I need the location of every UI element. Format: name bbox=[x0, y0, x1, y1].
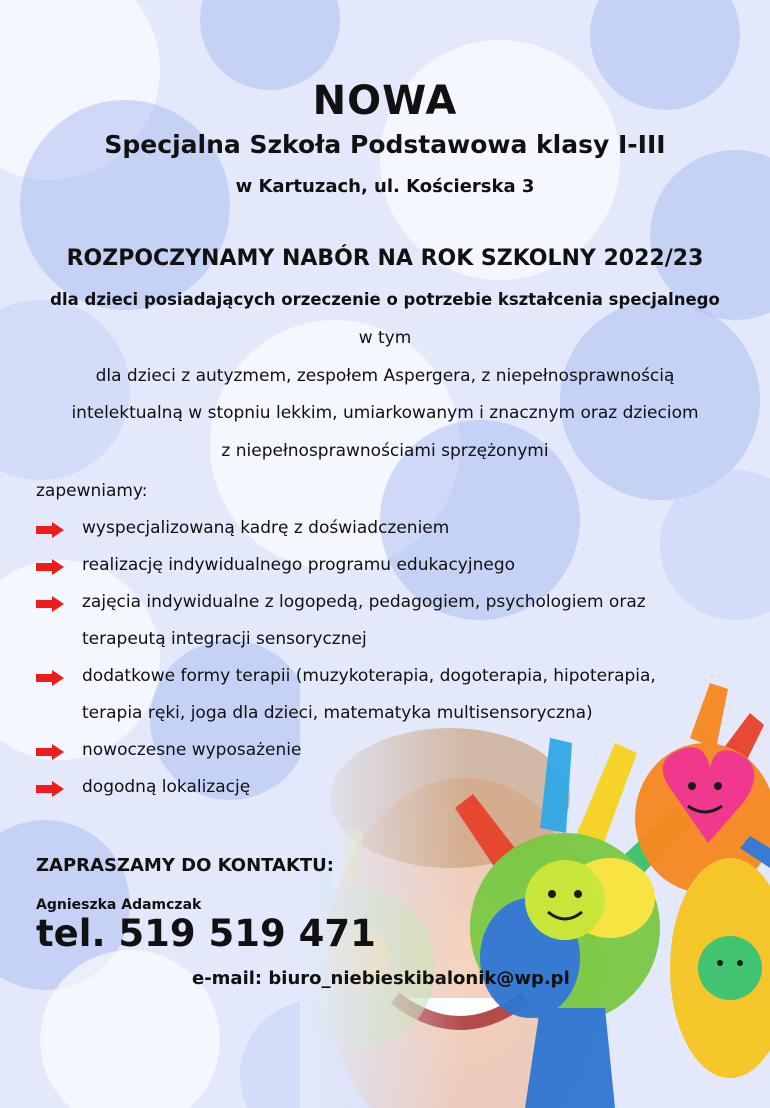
list-item bbox=[0, 510, 770, 547]
right-arrow-icon bbox=[36, 559, 64, 575]
bg-bubble bbox=[380, 40, 620, 280]
list-item-text: nowoczesne wyposażenie bbox=[82, 740, 302, 760]
contact-person: Agnieszka Adamczak bbox=[36, 897, 202, 913]
list-item bbox=[0, 732, 770, 769]
bg-bubble bbox=[200, 0, 340, 90]
including-text: w tym bbox=[358, 328, 412, 348]
list-item bbox=[0, 547, 770, 584]
list-item-text: zajęcia indywidualne z logopedą, pedagogiem, psychologiem oraz bbox=[82, 592, 646, 612]
list-item-text: terapia ręki, joga dla dzieci, matematyka multisensoryczna) bbox=[82, 703, 593, 723]
right-arrow-icon bbox=[36, 781, 64, 797]
list-item-text: realizację indywidualnego programu edukacyjnego bbox=[82, 555, 516, 575]
enrollment-heading: ROZPOCZYNAMY NABÓR NA ROK SZKOLNY 2022/23 bbox=[66, 246, 704, 271]
right-arrow-icon bbox=[36, 744, 64, 760]
right-arrow-icon bbox=[36, 522, 64, 538]
list-item bbox=[0, 584, 770, 658]
offer-intro: zapewniamy: bbox=[36, 481, 148, 501]
list-item-text: terapeutą integracji sensorycznej bbox=[82, 629, 367, 649]
list-item bbox=[0, 769, 770, 806]
contact-phone[interactable]: tel. 519 519 471 bbox=[36, 912, 376, 955]
right-arrow-icon bbox=[36, 670, 64, 686]
list-item-text: wyspecjalizowaną kadrę z doświadczeniem bbox=[82, 518, 450, 538]
school-address: w Kartuzach, ul. Kościerska 3 bbox=[235, 176, 535, 197]
list-item-text: dodatkowe formy terapii (muzykoterapia, dogoterapia, hipoterapia, bbox=[82, 666, 656, 686]
details-line: z niepełnosprawnościami sprzężonymi bbox=[221, 441, 549, 461]
contact-heading: ZAPRASZAMY DO KONTAKTU: bbox=[36, 855, 334, 876]
contact-email[interactable]: e-mail: biuro_niebieskibalonik@wp.pl bbox=[192, 968, 570, 989]
details-line: dla dzieci z autyzmem, zespołem Aspergera, z niepełnosprawnością bbox=[95, 366, 675, 386]
list-item-text: dogodną lokalizację bbox=[82, 777, 251, 797]
school-name: Specjalna Szkoła Podstawowa klasy I-III bbox=[104, 130, 666, 159]
audience-text: dla dzieci posiadających orzeczenie o potrzebie kształcenia specjalnego bbox=[50, 290, 720, 309]
benefits-list bbox=[0, 510, 770, 806]
page-title: NOWA bbox=[312, 78, 458, 124]
right-arrow-icon bbox=[36, 596, 64, 612]
list-item bbox=[0, 658, 770, 732]
details-line: intelektualną w stopniu lekkim, umiarkowanym i znacznym oraz dzieciom bbox=[71, 403, 699, 423]
